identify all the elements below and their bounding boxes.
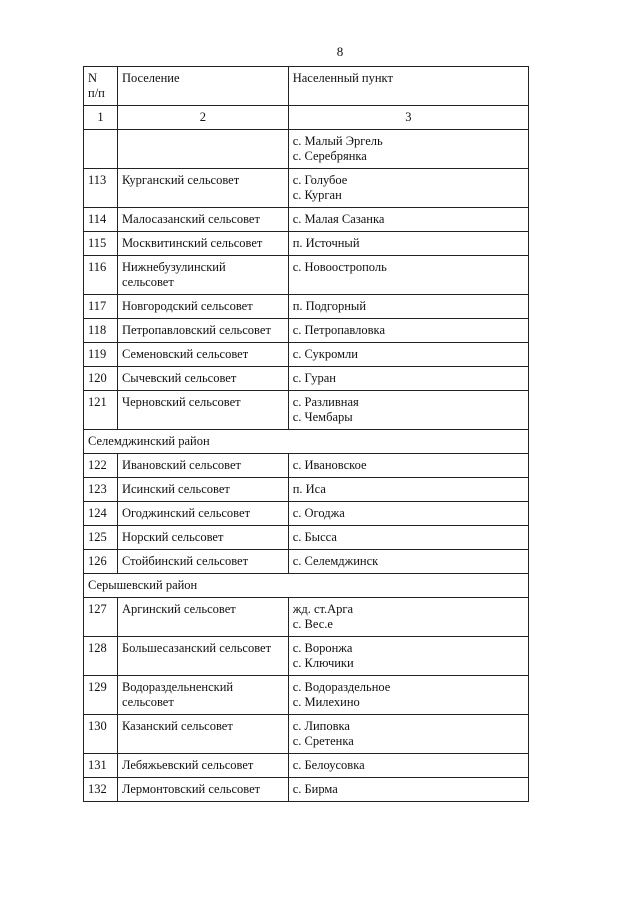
settlement-cell xyxy=(117,676,288,715)
table-row xyxy=(84,256,529,295)
locality-cell xyxy=(288,502,528,526)
settlement-name: Петропавловский сельсовет xyxy=(121,323,271,337)
locality-name: с. Серебрянка xyxy=(292,149,367,163)
settlement-cell xyxy=(117,598,288,637)
settlement-cell xyxy=(117,502,288,526)
locality-name: с. Бысса xyxy=(292,530,337,544)
row-number: 126 xyxy=(84,550,118,574)
header-settlement: Поселение xyxy=(117,67,288,106)
locality-cell xyxy=(288,526,528,550)
row-number: 129 xyxy=(84,676,118,715)
locality-cell xyxy=(288,232,528,256)
row-number: 119 xyxy=(84,343,118,367)
locality-name: с. Вес.е xyxy=(292,617,333,631)
column-index: 3 xyxy=(288,106,528,130)
row-number: 124 xyxy=(84,502,118,526)
locality-cell xyxy=(288,778,528,802)
row-number: 114 xyxy=(84,208,118,232)
table-row xyxy=(84,778,529,802)
column-index: 2 xyxy=(117,106,288,130)
row-number: 116 xyxy=(84,256,118,295)
table-row xyxy=(84,319,529,343)
page-number: 8 xyxy=(336,44,344,59)
table-row xyxy=(84,130,529,169)
table-row xyxy=(84,295,529,319)
locality-name: с. Малая Сазанка xyxy=(292,212,385,226)
row-number: 113 xyxy=(84,169,118,208)
row-number: 131 xyxy=(84,754,118,778)
settlement-name: Семеновский сельсовет xyxy=(121,347,249,361)
locality-cell xyxy=(288,319,528,343)
locality-cell xyxy=(288,295,528,319)
locality-cell xyxy=(288,598,528,637)
table-row xyxy=(84,715,529,754)
locality-name: с. Сретенка xyxy=(292,734,354,748)
locality-cell xyxy=(288,454,528,478)
settlement-name: Новгородский сельсовет xyxy=(121,299,253,313)
table-row xyxy=(84,208,529,232)
locality-name: с. Огоджа xyxy=(292,506,345,520)
settlement-name: Огоджинский сельсовет xyxy=(121,506,251,520)
locality-cell xyxy=(288,478,528,502)
settlement-cell xyxy=(117,454,288,478)
table-row xyxy=(84,754,529,778)
row-number: 120 xyxy=(84,367,118,391)
settlement-name: Ивановский сельсовет xyxy=(121,458,241,472)
settlement-name: Водораздельненский xyxy=(121,680,234,694)
settlement-name: Аргинский сельсовет xyxy=(121,602,236,616)
table-row xyxy=(84,454,529,478)
locality-name: жд. ст.Арга xyxy=(292,602,354,616)
settlement-name: Сычевский сельсовет xyxy=(121,371,237,385)
settlement-cell xyxy=(117,295,288,319)
settlement-cell xyxy=(117,208,288,232)
table-row xyxy=(84,478,529,502)
locality-name: с. Бирма xyxy=(292,782,338,796)
table-row xyxy=(84,169,529,208)
region-label: Серышевский район xyxy=(84,574,529,598)
settlement-name: Лермонтовский сельсовет xyxy=(121,782,261,796)
locality-cell xyxy=(288,130,528,169)
locality-name: с. Гуран xyxy=(292,371,336,385)
settlement-cell xyxy=(117,637,288,676)
locality-name: п. Подгорный xyxy=(292,299,367,313)
settlement-name: Стойбинский сельсовет xyxy=(121,554,249,568)
table-body xyxy=(84,130,529,802)
row-number: 122 xyxy=(84,454,118,478)
table-row xyxy=(84,526,529,550)
locality-cell xyxy=(288,208,528,232)
settlement-cell xyxy=(117,550,288,574)
table-row xyxy=(84,391,529,430)
settlement-name: Москвитинский сельсовет xyxy=(121,236,263,250)
settlement-cell xyxy=(117,367,288,391)
locality-cell xyxy=(288,343,528,367)
column-index-row xyxy=(84,106,529,130)
locality-name: с. Курган xyxy=(292,188,342,202)
row-number: 118 xyxy=(84,319,118,343)
locality-cell xyxy=(288,676,528,715)
locality-name: с. Петропавловка xyxy=(292,323,385,337)
settlement-cell xyxy=(117,256,288,295)
row-number: 127 xyxy=(84,598,118,637)
locality-cell xyxy=(288,637,528,676)
locality-cell xyxy=(288,550,528,574)
locality-name: с. Новоострополь xyxy=(292,260,387,274)
settlement-cell xyxy=(117,526,288,550)
locality-name: с. Липовка xyxy=(292,719,350,733)
locality-cell xyxy=(288,754,528,778)
settlement-name: Исинский сельсовет xyxy=(121,482,230,496)
locality-cell xyxy=(288,715,528,754)
settlement-name: Лебяжьевский сельсовет xyxy=(121,758,254,772)
table-row xyxy=(84,343,529,367)
locality-name: с. Водораздельное xyxy=(292,680,391,694)
settlement-name: Нижнебузулинский xyxy=(121,260,226,274)
locality-cell xyxy=(288,367,528,391)
settlements-table xyxy=(83,66,529,802)
locality-name: с. Чембары xyxy=(292,410,353,424)
settlement-cell xyxy=(117,715,288,754)
table-row xyxy=(84,550,529,574)
row-number: 128 xyxy=(84,637,118,676)
locality-name: с. Разливная xyxy=(292,395,359,409)
settlement-name: Норский сельсовет xyxy=(121,530,224,544)
table-row xyxy=(84,598,529,637)
settlement-cell xyxy=(117,391,288,430)
settlement-cell xyxy=(117,319,288,343)
settlement-name: Курганский сельсовет xyxy=(121,173,240,187)
row-number: 117 xyxy=(84,295,118,319)
locality-name: п. Источный xyxy=(292,236,360,250)
settlement-name: Большесазанский сельсовет xyxy=(121,641,272,655)
locality-cell xyxy=(288,169,528,208)
table-row xyxy=(84,676,529,715)
row-number: 130 xyxy=(84,715,118,754)
header-number: N п/п xyxy=(84,67,118,106)
settlement-name: сельсовет xyxy=(121,695,174,709)
row-number: 121 xyxy=(84,391,118,430)
locality-name: с. Голубое xyxy=(292,173,348,187)
settlement-cell xyxy=(117,778,288,802)
table-row xyxy=(84,502,529,526)
header-locality: Населенный пункт xyxy=(288,67,528,106)
row-number xyxy=(84,130,118,169)
column-index: 1 xyxy=(84,106,118,130)
settlement-name: Черновский сельсовет xyxy=(121,395,241,409)
settlement-cell xyxy=(117,232,288,256)
row-number: 123 xyxy=(84,478,118,502)
locality-cell xyxy=(288,256,528,295)
settlement-name: Малосазанский сельсовет xyxy=(121,212,260,226)
locality-name: с. Селемджинск xyxy=(292,554,379,568)
locality-name: с. Ключики xyxy=(292,656,354,670)
settlement-cell xyxy=(117,169,288,208)
locality-name: с. Воронжа xyxy=(292,641,353,655)
row-number: 115 xyxy=(84,232,118,256)
locality-name: п. Иса xyxy=(292,482,326,496)
region-label: Селемджинский район xyxy=(84,430,529,454)
table-row xyxy=(84,367,529,391)
locality-name: с. Милехино xyxy=(292,695,360,709)
locality-cell xyxy=(288,391,528,430)
settlement-cell xyxy=(117,478,288,502)
settlement-cell xyxy=(117,343,288,367)
table-row xyxy=(84,232,529,256)
row-number: 125 xyxy=(84,526,118,550)
region-row xyxy=(84,430,529,454)
row-number: 132 xyxy=(84,778,118,802)
settlement-cell xyxy=(117,130,288,169)
settlement-cell xyxy=(117,754,288,778)
locality-name: с. Белоусовка xyxy=(292,758,365,772)
settlement-name: Казанский сельсовет xyxy=(121,719,233,733)
table-row xyxy=(84,637,529,676)
locality-name: с. Малый Эргель xyxy=(292,134,383,148)
table-header-row xyxy=(84,67,529,106)
settlement-name: сельсовет xyxy=(121,275,174,289)
region-row xyxy=(84,574,529,598)
locality-name: с. Ивановское xyxy=(292,458,367,472)
locality-name: с. Сукромли xyxy=(292,347,358,361)
